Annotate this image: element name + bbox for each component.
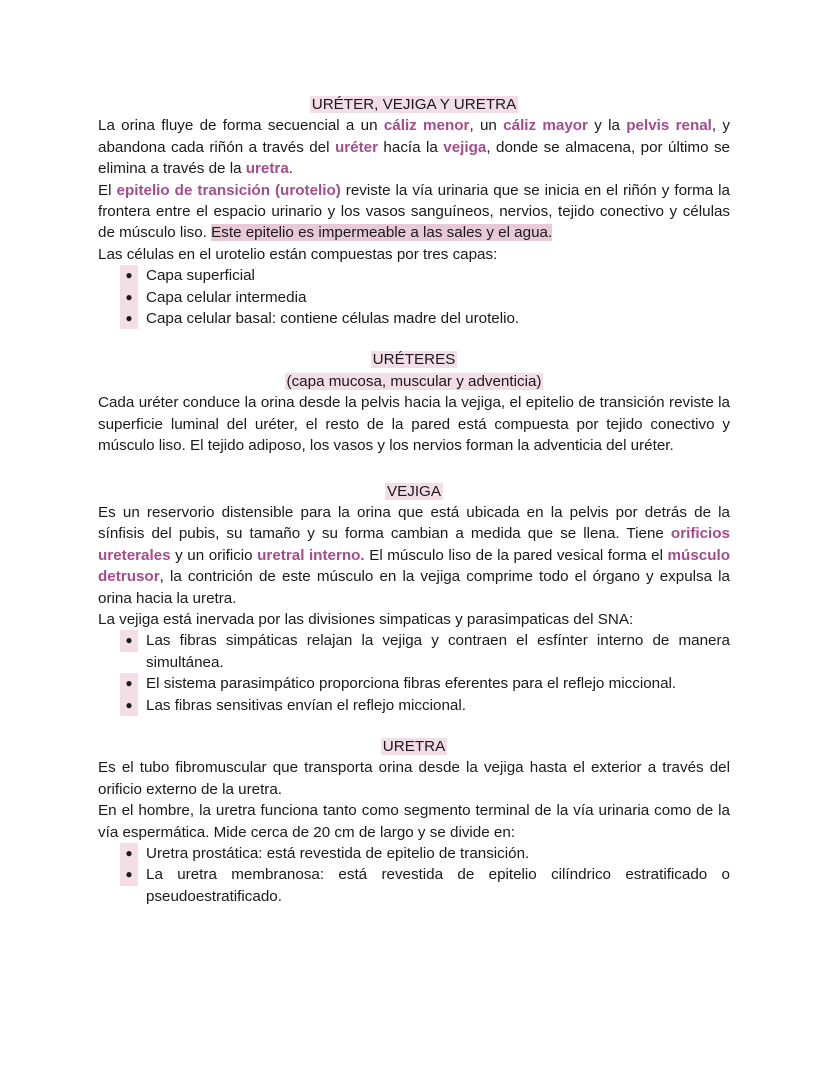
term-caliz-menor: cáliz menor — [383, 117, 470, 135]
section-heading-uretra: URETRA — [382, 737, 446, 755]
list-item: ● Las fibras sensitivas envían el reflejo miccional. — [98, 695, 730, 716]
highlighted-sentence: Este epitelio es impermeable a las sales y el agua. — [211, 224, 553, 242]
term-vejiga: vejiga — [443, 138, 487, 156]
bullet-icon: ● — [120, 630, 138, 651]
uretra-bullet-list — [98, 843, 730, 907]
term-orificios-ureterales: orificios ureterales — [98, 525, 730, 564]
section-heading-vejiga: VEJIGA — [386, 482, 442, 500]
vejiga-bullet-list — [98, 630, 730, 716]
intro-paragraph-2: El epitelio de transición (urotelio) reviste la vía urinaria que se inicia en el riñón y forma la frontera entre el espacio urinario y los vasos sanguíneos, nervios, tejido conectivo y células de músculo liso. Este epitelio es impermeable a las sales y el agua. — [98, 181, 730, 242]
list-item: ● Capa superficial — [98, 265, 730, 286]
term-caliz-mayor: cáliz mayor — [503, 117, 588, 135]
section-subheading-ureteres: (capa mucosa, muscular y adventicia) — [286, 372, 542, 390]
document-title: URÉTER, VEJIGA Y URETRA — [311, 96, 517, 113]
list-item: ● La uretra membranosa: está revestida de epitelio cilíndrico estratificado o pseudoestratificado. — [98, 864, 730, 907]
bullet-icon: ● — [120, 864, 138, 885]
bullet-icon: ● — [120, 843, 138, 864]
term-uretra: uretra — [245, 160, 289, 178]
bullet-icon: ● — [120, 673, 138, 694]
term-musculo-detrusor: músculo detrusor — [98, 546, 730, 586]
bullet-icon: ● — [120, 265, 138, 286]
term-epitelio-transicion: epitelio de transición (urotelio) — [116, 181, 341, 199]
document-content — [98, 94, 730, 907]
list-item: ● Uretra prostática: está revestida de epitelio de transición. — [98, 843, 730, 864]
ureteres-paragraph: Cada uréter conduce la orina desde la pelvis hacia la vejiga, el epitelio de transición reviste la superficie luminal del uréter, el resto de la pared está compuesta por tejido conectivo y músculo liso. El tejido adiposo, los vasos y los nervios forman la adventicia del uréter. — [98, 394, 730, 455]
bullet-icon: ● — [120, 287, 138, 308]
term-ureter: uréter — [334, 138, 378, 156]
bullet-icon: ● — [120, 308, 138, 329]
section-heading-ureteres: URÉTERES — [372, 351, 456, 369]
list-item: ● Capa celular basal: contiene células madre del urotelio. — [98, 308, 730, 329]
bullet-icon: ● — [120, 695, 138, 716]
intro-paragraph-1: La orina fluye de forma secuencial a un cáliz menor, un cáliz mayor y la pelvis renal, y abandona cada riñón a través del uréter hacía la vejiga, donde se almacena, por último se elimina a través de la uretra. — [98, 117, 731, 178]
vejiga-paragraph-1: Es un reservorio distensible para la orina que está ubicada en la pelvis por detrás de la sínfisis del pubis, su tamaño y su forma cambian a medida que se llena. Tiene orificios ureterales y un orificio uretral interno. El músculo liso de la pared vesical forma el músculo detrusor, la contrición de este músculo en la vejiga comprime todo el órgano y expulsa la orina hacia la uretra. — [98, 503, 730, 607]
list-item: ● Las fibras simpáticas relajan la vejiga y contraen el esfínter interno de manera simultánea. — [98, 630, 730, 673]
uretra-paragraph-1: Es el tubo fibromuscular que transporta orina desde la vejiga hasta el exterior a través del orificio externo de la uretra. — [98, 759, 730, 798]
list-item: ● Capa celular intermedia — [98, 287, 730, 308]
term-pelvis-renal: pelvis renal — [626, 117, 712, 135]
uretra-paragraph-2: En el hombre, la uretra funciona tanto como segmento terminal de la vía urinaria como de la vía espermática. Mide cerca de 20 cm de largo y se divide en: — [98, 802, 730, 841]
list-item: ● El sistema parasimpático proporciona fibras eferentes para el reflejo miccional. — [98, 673, 730, 694]
term-uretral-interno: uretral interno. — [257, 546, 365, 564]
vejiga-paragraph-2: La vejiga está inervada por las divisiones simpaticas y parasimpaticas del SNA: — [98, 610, 634, 628]
intro-paragraph-3: Las células en el urotelio están compuestas por tres capas: — [98, 245, 498, 263]
intro-bullet-list — [98, 265, 730, 329]
